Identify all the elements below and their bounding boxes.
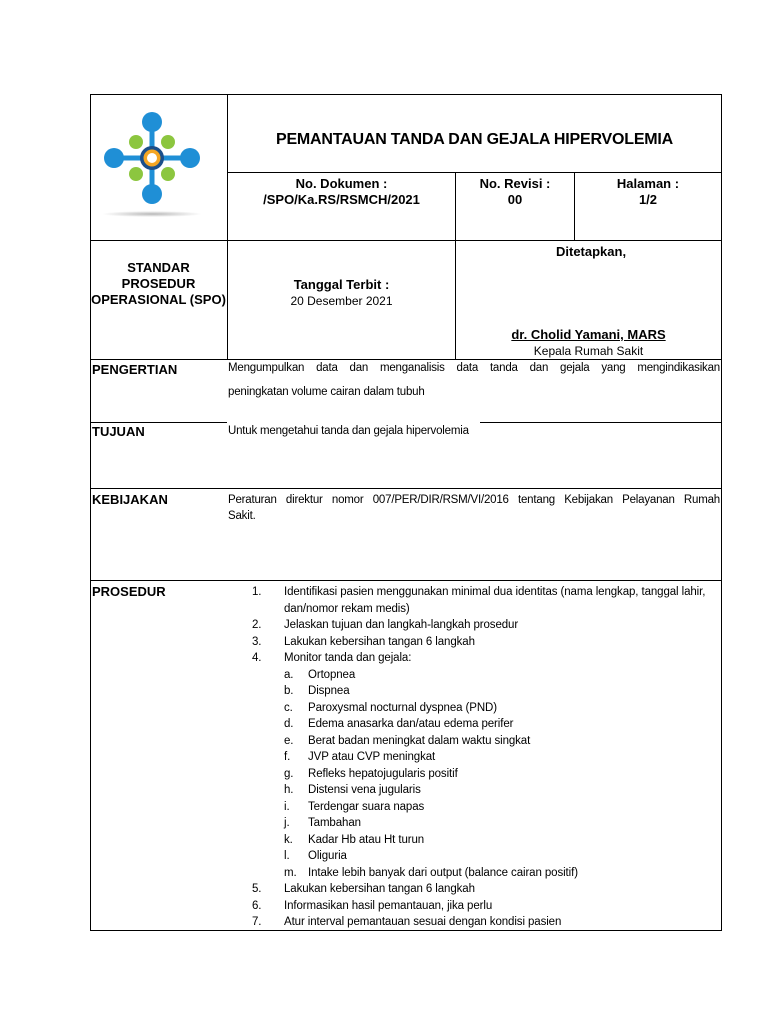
page-value: 1/2 [638,192,658,207]
prosedur-item-number: 7. [252,916,262,928]
prosedur-item-text: Edema anasarka dan/atau edema perifer [308,718,514,730]
spo-line-3: OPERASIONAL (SPO) [91,292,226,307]
prosedur-item-text: Identifikasi pasien menggunakan minimal dua identitas (nama lengkap, tanggal lahir, [284,586,706,598]
prosedur-item [240,881,720,898]
revision-value: 00 [507,192,523,207]
prosedur-item [240,634,720,651]
spo-document [90,94,722,931]
prosedur-item-number: i. [284,800,290,813]
divider-kebijakan [90,580,722,581]
prosedur-item-text: Terdengar suara napas [308,800,425,813]
pengertian-text-1: Mengumpulkan data dan menganalisis data tanda dan gejala yang mengindikasikan [228,362,720,374]
prosedur-label: PROSEDUR [92,584,166,599]
tujuan-text: Untuk mengetahui tanda dan gejala hipervolemia [228,425,469,437]
prosedur-subitem [240,667,720,684]
tujuan-label: TUJUAN [92,424,145,439]
pengertian-text-2: peningkatan volume cairan dalam tubuh [228,386,425,398]
prosedur-item-number: 3. [252,635,262,648]
pengertian-label: PENGERTIAN [92,362,178,377]
prosedur-subitem [240,832,720,849]
prosedur-subitem [240,733,720,750]
prosedur-subitem [240,683,720,700]
prosedur-item-text: Oliguria [308,850,347,862]
divider-title [227,172,721,173]
prosedur-item-text: Paroxysmal nocturnal dyspnea (PND) [308,701,497,714]
prosedur-item-number: d. [284,718,294,730]
prosedur-item-number: b. [284,685,294,697]
divider-tujuan [90,488,722,489]
doc-number-value: /SPO/Ka.RS/RSMCH/2021 [263,192,420,207]
prosedur-item [240,914,720,931]
kebijakan-text-2: Sakit. [228,510,256,522]
prosedur-item-text: Refleks hepatojugularis positif [308,767,458,780]
signer-title: Kepala Rumah Sakit [533,344,644,358]
spo-line-1: STANDAR [127,260,190,275]
prosedur-item-number: 4. [252,652,262,664]
hospital-logo-icon [96,108,220,220]
prosedur-item-text: Lakukan kebersihan tangan 6 langkah [284,883,475,895]
prosedur-subitem [240,865,720,882]
prosedur-item-number: 5. [252,883,262,895]
prosedur-list [240,584,720,931]
prosedur-subitem [240,799,720,816]
prosedur-item-number: k. [284,833,293,846]
spo-line-2: PROSEDUR [121,276,196,291]
prosedur-item-number: 6. [252,899,262,912]
prosedur-subitem [240,815,720,832]
divider-header [90,240,722,241]
prosedur-subitem [240,700,720,717]
issue-date-value: 20 Desember 2021 [290,294,393,308]
prosedur-item-number: l. [284,850,290,862]
page-label: Halaman : [616,176,680,191]
prosedur-item-number: 2. [252,619,262,631]
prosedur-item-number: m. [284,866,297,879]
prosedur-item-number: j. [284,817,290,829]
prosedur-item-text: Ortopnea [308,668,356,681]
prosedur-item-number: c. [284,701,293,714]
prosedur-subitem [240,766,720,783]
prosedur-item-text: Atur interval pemantauan sesuai dengan kondisi pasien [284,916,562,928]
prosedur-item-number: f. [284,751,291,763]
prosedur-item [240,601,720,618]
issue-date-label: Tanggal Terbit : [293,277,390,292]
prosedur-item-text: Kadar Hb atau Ht turun [308,833,425,846]
prosedur-item-text: Dispnea [308,685,350,697]
prosedur-item-text: Distensi vena jugularis [308,784,421,796]
prosedur-item-text: Monitor tanda dan gejala: [284,652,412,664]
prosedur-item-text: Informasikan hasil pemantauan, jika perlu [284,899,493,912]
divider-pengertian-right [480,422,722,423]
prosedur-subitem [240,749,720,766]
prosedur-item-text: Jelaskan tujuan dan langkah-langkah prosedur [284,619,519,631]
divider-pengertian-left [90,422,227,423]
border-top [90,94,722,95]
prosedur-subitem [240,848,720,865]
prosedur-item-text: Intake lebih banyak dari output (balance cairan positif) [308,866,578,879]
prosedur-item-text: Berat badan meningkat dalam waktu singkat [308,734,531,747]
kebijakan-text-1: Peraturan direktur nomor 007/PER/DIR/RSM/VI/2016 tentang Kebijakan Pelayanan Rumah [228,494,720,506]
approval-label: Ditetapkan, [556,244,627,259]
prosedur-subitem [240,782,720,799]
prosedur-item [240,898,720,915]
prosedur-item-text: dan/nomor rekam medis) [284,602,410,615]
prosedur-item-number: 1. [252,586,262,598]
signer-name: dr. Cholid Yamani, MARS [511,327,666,342]
prosedur-item-text: Tambahan [308,817,361,829]
prosedur-item-number: a. [284,668,294,681]
prosedur-item [240,650,720,667]
kebijakan-label: KEBIJAKAN [92,492,168,507]
prosedur-item-text: JVP atau CVP meningkat [308,751,436,763]
prosedur-item-text: Lakukan kebersihan tangan 6 langkah [284,635,475,648]
doc-number-label: No. Dokumen : [295,176,388,191]
border-right [721,94,722,931]
border-left [90,94,91,931]
prosedur-item-number: h. [284,784,294,796]
document-title: PEMANTAUAN TANDA DAN GEJALA HIPERVOLEMIA [275,131,674,148]
prosedur-item-number: g. [284,767,294,780]
revision-label: No. Revisi : [479,176,551,191]
prosedur-item [240,617,720,634]
prosedur-item [240,584,720,601]
prosedur-subitem [240,716,720,733]
prosedur-item-number: e. [284,734,294,747]
